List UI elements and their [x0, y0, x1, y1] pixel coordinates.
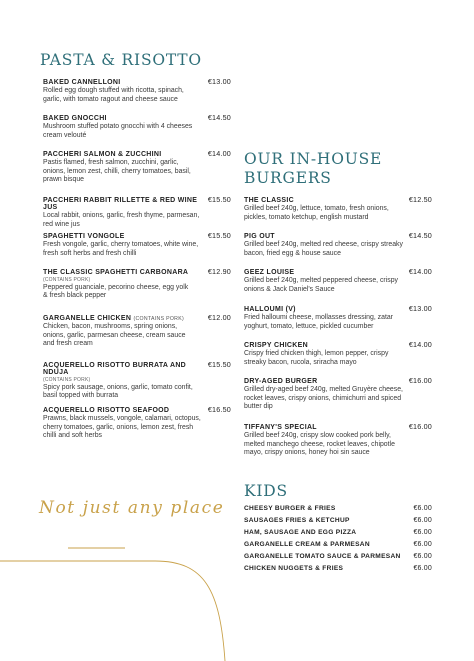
item-name: PIG OUT — [244, 233, 275, 240]
item-price: €6.00 — [413, 505, 432, 512]
burgers-section-title-line2: BURGERS — [244, 169, 332, 187]
item-description: Chicken, bacon, mushrooms, spring onions, onions, garlic, parmesan cheese, cream sauce and fresh cream — [43, 323, 186, 348]
pasta-section-title: PASTA & RISOTTO — [40, 51, 202, 69]
item-name: HAM, SAUSAGE AND EGG PIZZA — [244, 529, 357, 536]
menu-item — [43, 231, 231, 258]
item-description: Spicy pork sausage, onions, garlic, tomato confit, basil topped with burrata — [43, 383, 193, 400]
menu-item — [244, 304, 432, 331]
item-price: €12.00 — [207, 313, 231, 322]
item-price: €12.50 — [408, 195, 432, 204]
kids-menu-item — [244, 565, 432, 572]
menu-item — [244, 231, 432, 258]
item-price: €14.50 — [408, 231, 432, 240]
item-name: HALLOUMI (V) — [244, 306, 296, 313]
menu-item — [43, 77, 231, 104]
item-price: €15.50 — [207, 231, 231, 240]
item-price: €6.00 — [413, 541, 432, 548]
menu-item — [43, 149, 231, 185]
item-name: THE CLASSIC — [244, 197, 294, 204]
item-name: PACCHERI RABBIT RILLETTE & RED WINE JUS — [43, 197, 198, 211]
item-price: €16.50 — [207, 405, 231, 414]
item-name: TIFFANY'S SPECIAL — [244, 424, 317, 431]
item-description: Fresh vongole, garlic, cherry tomatoes, white wine, fresh soft herbs and fresh chilli — [43, 241, 199, 257]
item-name: ACQUERELLO RISOTTO BURRATA AND NDUJA — [43, 362, 187, 376]
item-name: PACCHERI SALMON & ZUCCHINI — [43, 151, 162, 158]
item-description: Grilled dry-aged beef 240g, melted Gruyère cheese, rocket leaves, crispy onions, chimichurri and spiced butter dip — [244, 386, 403, 411]
item-price: €12.90 — [207, 267, 231, 276]
item-price: €16.00 — [408, 422, 432, 431]
item-name: CHICKEN NUGGETS & FRIES — [244, 565, 344, 572]
menu-item — [43, 195, 231, 229]
item-price: €16.00 — [408, 376, 432, 385]
item-name: GARGANELLE CHICKEN (CONTAINS PORK) — [43, 315, 184, 322]
item-description: Mushroom stuffed potato gnocchi with 4 cheeses cream velouté — [43, 123, 193, 139]
item-price: €14.00 — [207, 149, 231, 158]
item-price: €14.00 — [408, 340, 432, 349]
item-description: Pastis flamed, fresh salmon, zucchini, garlic, onions, lemon zest, chilli, cherry tomatoes, basil, prawn bisque — [43, 159, 191, 184]
menu-item — [43, 360, 231, 401]
item-price: €15.50 — [207, 360, 231, 369]
contains-note: (CONTAINS PORK) — [43, 277, 91, 283]
menu-item — [43, 313, 231, 349]
item-description: Fried halloumi cheese, mollasses dressing, zatar yoghurt, tomato, lettuce, pickled cucumber — [244, 314, 393, 330]
item-description: Grilled beef 240g, crispy slow cooked pork belly, melted manchego cheese, rocket leaves, chipotle mayo, crispy onions, honey hoi sin sauce — [244, 432, 395, 457]
menu-item — [43, 405, 231, 441]
item-name: SAUSAGES FRIES & KETCHUP — [244, 517, 350, 524]
menu-item — [43, 267, 231, 301]
tagline: Not just any place — [39, 498, 225, 518]
kids-menu-item — [244, 505, 432, 512]
curved-gold-line — [0, 561, 225, 661]
item-price: €6.00 — [413, 517, 432, 524]
item-description: Local rabbit, onions, garlic, fresh thyme, parmesan, red wine jus — [43, 212, 200, 228]
kids-menu-item — [244, 529, 432, 536]
item-name: BAKED GNOCCHI — [43, 115, 107, 122]
menu-item — [43, 113, 231, 140]
menu-item — [244, 195, 432, 222]
item-name: GEEZ LOUISE — [244, 269, 295, 276]
item-description: Grilled beef 240g, lettuce, tomato, fresh onions, pickles, tomato ketchup, english mustard — [244, 205, 389, 221]
menu-item — [244, 422, 432, 458]
item-price: €6.00 — [413, 565, 432, 572]
kids-menu-item — [244, 553, 432, 560]
item-description: Grilled beef 240g, melted red cheese, crispy streaky bacon, fried egg & house sauce — [244, 241, 403, 257]
kids-menu-item — [244, 541, 432, 548]
item-name: ACQUERELLO RISOTTO SEAFOOD — [43, 407, 170, 414]
kids-section-title: KIDS — [244, 482, 288, 500]
item-name: CRISPY CHICKEN — [244, 342, 308, 349]
item-description: Rolled egg dough stuffed with ricotta, spinach, garlic, with tomato ragout and cheese sauce — [43, 87, 184, 103]
item-price: €14.00 — [408, 267, 432, 276]
contains-note: (CONTAINS PORK) — [43, 377, 91, 383]
item-price: €14.50 — [207, 113, 231, 122]
item-name: SPAGHETTI VONGOLE — [43, 233, 125, 240]
item-description: Prawns, black mussels, vongole, calamari, octopus, cherry tomatoes, garlic, onions, lemon zest, fresh chilli and soft herbs — [43, 415, 201, 440]
contains-note: (CONTAINS PORK) — [133, 316, 184, 322]
item-description: Peppered guanciale, pecorino cheese, egg yolk & fresh black pepper — [43, 283, 189, 300]
item-name: THE CLASSIC SPAGHETTI CARBONARA — [43, 269, 189, 276]
item-name: GARGANELLE TOMATO SAUCE & PARMESAN — [244, 553, 401, 560]
item-price: €15.50 — [207, 195, 231, 204]
kids-menu-item — [244, 517, 432, 524]
item-price: €13.00 — [408, 304, 432, 313]
item-price: €13.00 — [207, 77, 231, 86]
item-price: €6.00 — [413, 553, 432, 560]
item-price: €6.00 — [413, 529, 432, 536]
item-name: GARGANELLE CREAM & PARMESAN — [244, 541, 370, 548]
item-description: Crispy fried chicken thigh, lemon pepper, crispy streaky bacon, rucola, sriracha mayo — [244, 350, 389, 366]
menu-item — [244, 376, 432, 412]
menu-item — [244, 340, 432, 367]
item-name: CHEESY BURGER & FRIES — [244, 505, 336, 512]
item-description: Grilled beef 240g, melted peppered cheese, crispy onions & Jack Daniel's Sauce — [244, 277, 398, 293]
item-name: BAKED CANNELLONI — [43, 79, 121, 86]
menu-item — [244, 267, 432, 294]
burgers-section-title-line1: OUR IN-HOUSE — [244, 150, 383, 168]
item-name: DRY-AGED BURGER — [244, 378, 318, 385]
